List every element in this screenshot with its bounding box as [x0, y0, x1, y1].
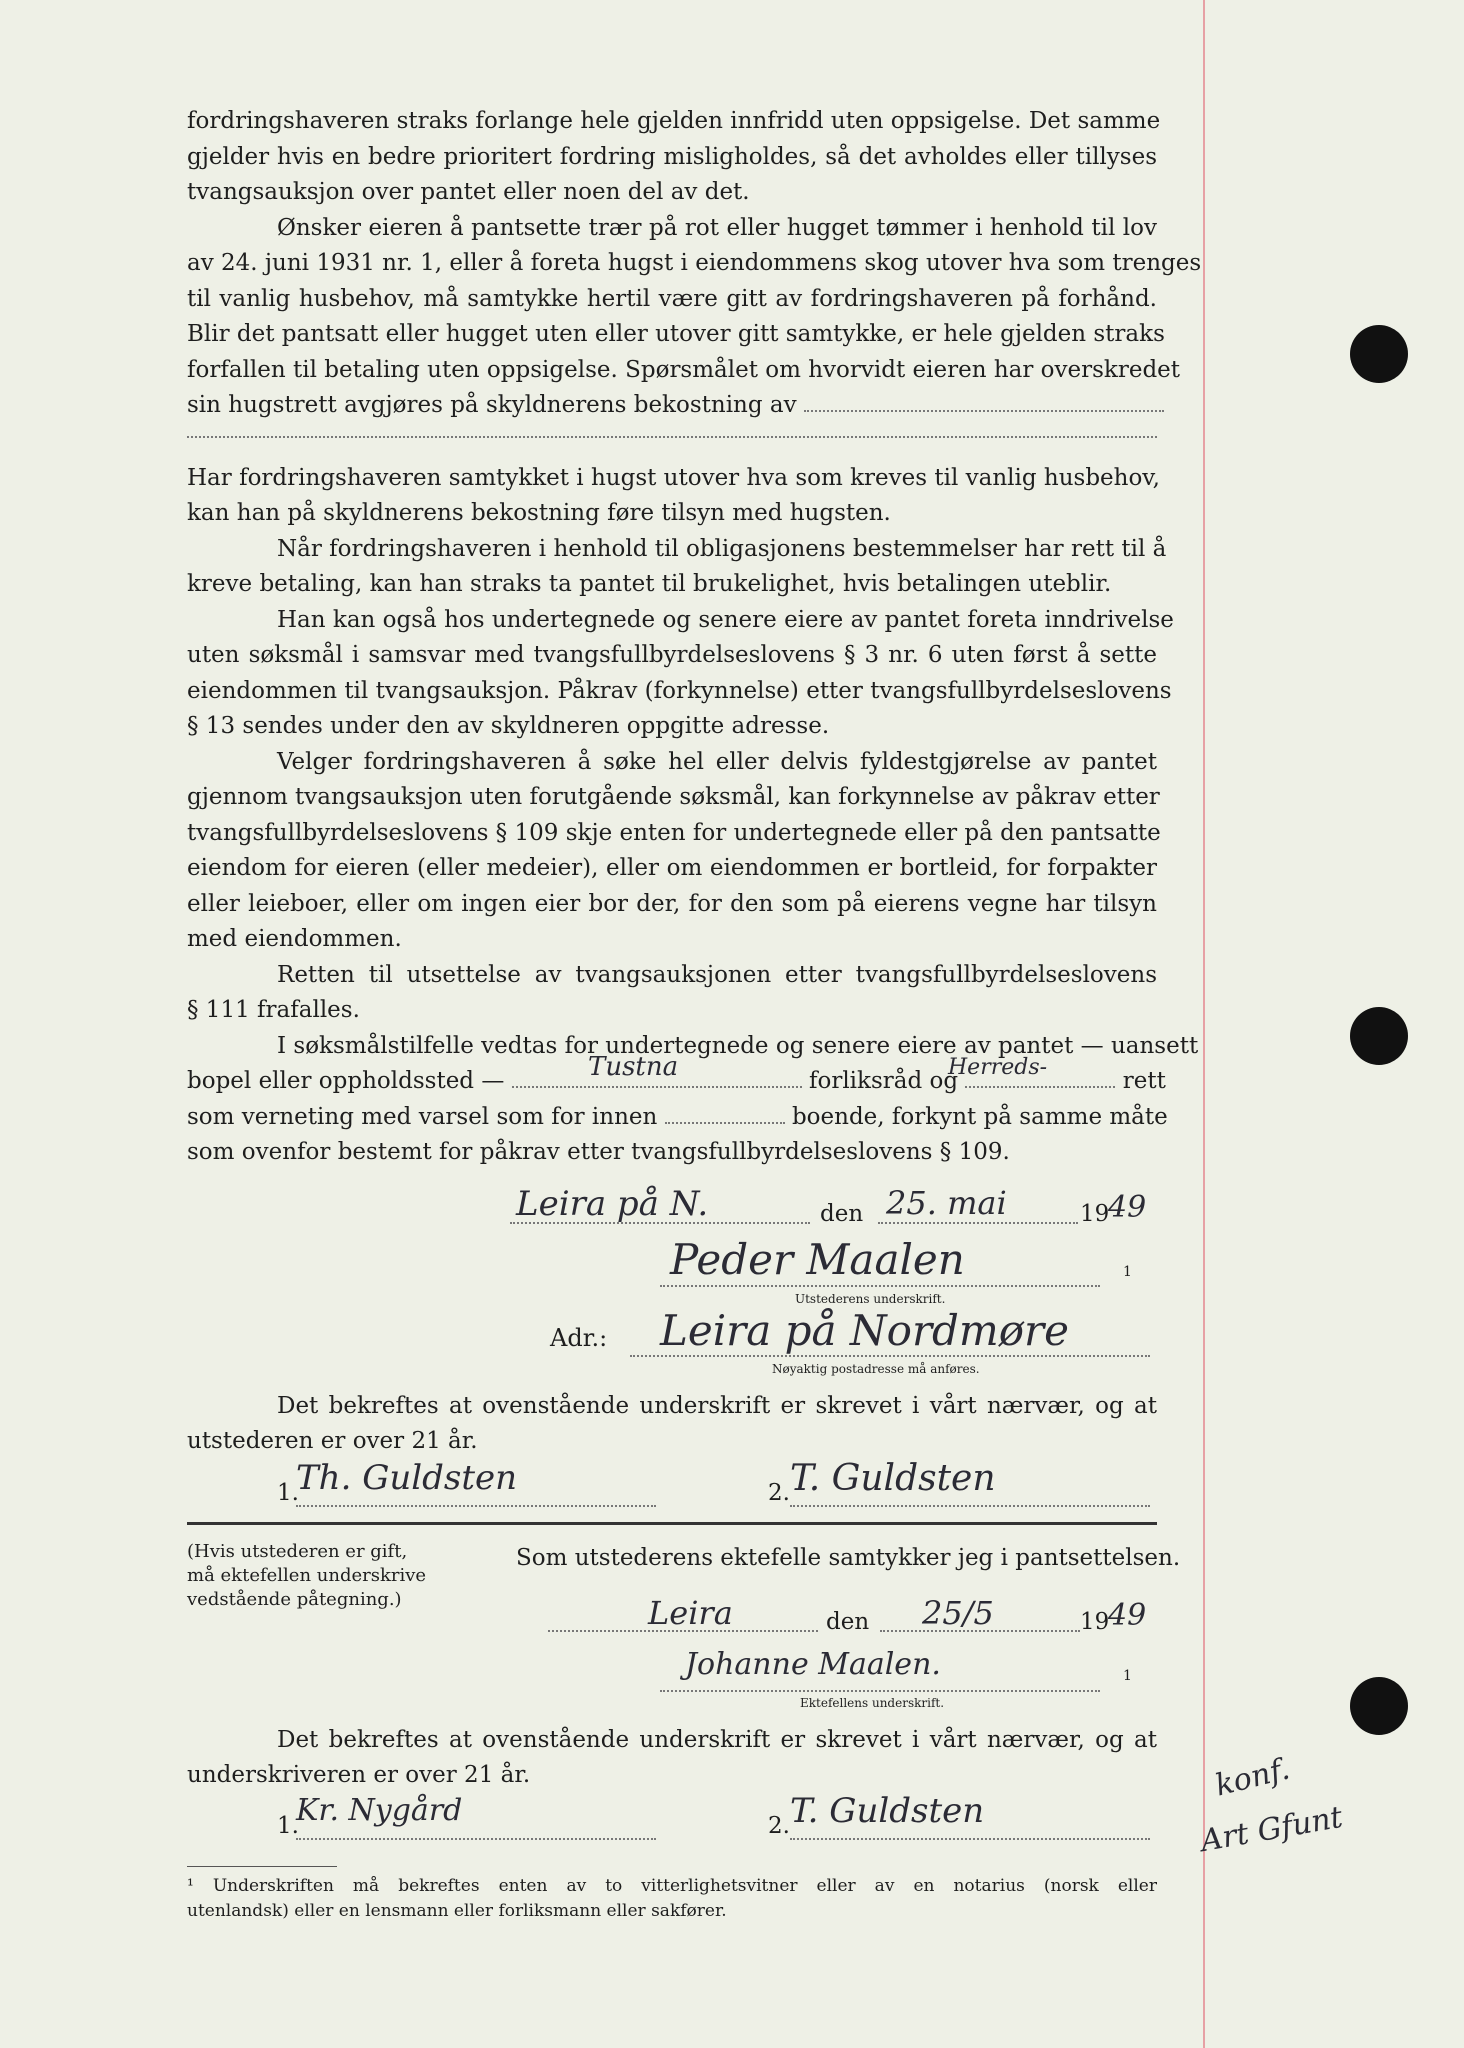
body-text: sin hugstrett avgjøres på skyldnerens bekostning av — [187, 392, 797, 418]
body-line: av 24. juni 1931 nr. 1, eller å foreta hugst i eiendommens skog utover hva som trenges — [187, 250, 1202, 276]
body-line: Retten til utsettelse av tvangsauksjonen etter tvangsfullbyrdelseslovens — [277, 962, 1157, 988]
signature-line — [790, 1505, 1150, 1507]
handwritten-margin-note: konf. — [1211, 1751, 1294, 1804]
venue-line: som ovenfor bestemt for påkrav etter tvangsfullbyrdelseslovens § 109. — [187, 1139, 1010, 1165]
witness-text: Det bekreftes at ovenstående underskrift er skrevet i vårt nærvær, og at — [277, 1727, 1157, 1753]
body-line: gjelder hvis en bedre prioritert fordring misligholdes, så det avholdes eller tillyses — [187, 144, 1157, 170]
body-line: Blir det pantsatt eller hugget uten eller utover gitt samtykke, er hele gjelden straks — [187, 321, 1165, 347]
handwritten-court2: Herreds- — [948, 1055, 1048, 1080]
footnote-mark: 1 — [1123, 1668, 1132, 1684]
footnote-text: ¹ Underskriften må bekreftes enten av to vitterlighetsvitner eller av en notarius (norsk eller — [187, 1876, 1157, 1896]
venue-middle: forliksråd og — [808, 1068, 959, 1094]
handwritten-year: 49 — [1108, 1190, 1147, 1225]
witness-number: 2. — [768, 1480, 790, 1506]
fill-in-line — [187, 436, 1157, 438]
witness-number: 2. — [768, 1813, 790, 1839]
punch-hole — [1350, 1007, 1408, 1065]
body-line: tvangsfullbyrdelseslovens § 109 skje enten for undertegnede eller på den pantsatte — [187, 820, 1161, 846]
handwritten-witness1-sig: Th. Guldsten — [296, 1458, 518, 1498]
body-line: eiendom for eieren (eller medeier), eller om eiendommen er bortleid, for forpakter — [187, 855, 1157, 881]
signature-line — [660, 1690, 1100, 1692]
handwritten-issuer-signature: Peder Maalen — [670, 1235, 965, 1284]
body-line: til vanlig husbehov, må samtykke hertil være gitt av fordringshaveren på forhånd. — [187, 286, 1157, 312]
body-line: uten søksmål i samsvar med tvangsfullbyrdelseslovens § 3 nr. 6 uten først å sette — [187, 642, 1157, 668]
body-line: fordringshaveren straks forlange hele gjelden innfridd uten oppsigelse. Det samme — [187, 108, 1161, 134]
signature-line — [296, 1505, 656, 1507]
den-label: den — [826, 1609, 870, 1635]
signature-line — [790, 1838, 1150, 1840]
handwritten-spouse-date: 25/5 — [922, 1594, 994, 1632]
body-line: Velger fordringshaveren å søke hel eller delvis fyldestgjørelse av pantet — [277, 749, 1157, 775]
punch-hole — [1350, 1677, 1408, 1735]
year-prefix: 19 — [1080, 1609, 1110, 1635]
address-line — [630, 1355, 1150, 1357]
handwritten-place: Leira på N. — [516, 1184, 709, 1224]
body-line: med eiendommen. — [187, 926, 402, 952]
venue-line — [187, 1099, 1168, 1135]
handwritten-court1: Tustna — [588, 1052, 679, 1082]
signature-line — [296, 1838, 656, 1840]
margin-rule — [1203, 0, 1205, 2048]
spouse-consent: Som utstederens ektefelle samtykker jeg i pantsettelsen. — [516, 1545, 1181, 1571]
address-caption: Nøyaktig postadresse må anføres. — [772, 1362, 980, 1376]
handwritten-witness1-sig: Kr. Nygård — [296, 1793, 463, 1828]
witness-number: 1. — [277, 1480, 299, 1506]
witness-number: 1. — [277, 1813, 299, 1839]
handwritten-witness2-sig: T. Guldsten — [790, 1791, 985, 1831]
body-line: Har fordringshaveren samtykket i hugst utover hva som kreves til vanlig husbehov, — [187, 465, 1160, 491]
footnote-text: utenlandsk) eller en lensmann eller forliksmann eller sakfører. — [187, 1901, 727, 1921]
witness-text: Det bekreftes at ovenstående underskrift er skrevet i vårt nærvær, og at — [277, 1393, 1157, 1419]
handwritten-margin-note: Art Gfunt — [1198, 1799, 1346, 1860]
witness-text: underskriveren er over 21 år. — [187, 1762, 531, 1788]
year-prefix: 19 — [1080, 1201, 1110, 1227]
venue-suffix: rett — [1122, 1068, 1166, 1094]
adr-label: Adr.: — [550, 1324, 608, 1352]
body-line: § 111 frafalles. — [187, 997, 360, 1023]
venue-prefix: bopel eller oppholdssted — — [187, 1068, 505, 1094]
signature-caption: Utstederens underskrift. — [795, 1292, 946, 1306]
den-label: den — [820, 1201, 864, 1227]
punch-hole — [1350, 325, 1408, 383]
fill-in-line — [804, 400, 1164, 412]
fill-in-line — [665, 1112, 785, 1124]
body-line: eller leieboer, eller om ingen eier bor der, for den som på eierens vegne har tilsyn — [187, 891, 1157, 917]
handwritten-witness2-sig: T. Guldsten — [790, 1458, 996, 1499]
body-line: kan han på skyldnerens bekostning føre tilsyn med hugsten. — [187, 500, 891, 526]
handwritten-date: 25. mai — [886, 1184, 1007, 1222]
fill-in-line — [878, 1222, 1078, 1224]
body-line: Han kan også hos undertegnede og senere eiere av pantet foreta inndrivelse — [277, 607, 1174, 633]
signature-caption: Ektefellens underskrift. — [800, 1696, 945, 1710]
signature-line — [660, 1285, 1100, 1287]
body-line: Ønsker eieren å pantsette trær på rot eller hugget tømmer i henhold til lov — [277, 215, 1157, 241]
handwritten-spouse-place: Leira — [648, 1594, 733, 1632]
witness-text: utstederen er over 21 år. — [187, 1428, 478, 1454]
body-line-with-blank — [187, 387, 1157, 423]
handwritten-spouse-signature: Johanne Maalen. — [685, 1647, 941, 1682]
handwritten-year: 49 — [1108, 1598, 1147, 1633]
body-line: tvangsauksjon over pantet eller noen del av det. — [187, 179, 750, 205]
body-line: gjennom tvangsauksjon uten forutgående søksmål, kan forkynnelse av påkrav etter — [187, 784, 1160, 810]
body-line: § 13 sendes under den av skyldneren oppgitte adresse. — [187, 713, 830, 739]
footnote-rule — [187, 1866, 337, 1867]
footnote-mark: 1 — [1123, 1264, 1132, 1280]
venue-line2-prefix: som verneting med varsel som for innen — [187, 1104, 658, 1130]
handwritten-address: Leira på Nordmøre — [660, 1306, 1069, 1355]
venue-line2-suffix: boende, forkynt på samme måte — [791, 1104, 1168, 1130]
body-line: kreve betaling, kan han straks ta pantet til brukelighet, hvis betalingen uteblir. — [187, 571, 1112, 597]
spouse-note: (Hvis utstederen er gift, — [187, 1541, 408, 1562]
body-line: forfallen til betaling uten oppsigelse. Spørsmålet om hvorvidt eieren har overskredet — [187, 357, 1181, 383]
spouse-note: må ektefellen underskrive — [187, 1565, 427, 1586]
body-line: Når fordringshaveren i henhold til obligasjonens bestemmelser har rett til å — [277, 536, 1167, 562]
body-line: I søksmålstilfelle vedtas for undertegnede og senere eiere av pantet — uansett — [277, 1033, 1199, 1059]
body-line: eiendommen til tvangsauksjon. Påkrav (forkynnelse) etter tvangsfullbyrdelseslovens — [187, 678, 1172, 704]
spouse-note: vedstående påtegning.) — [187, 1589, 402, 1610]
section-divider — [187, 1522, 1157, 1525]
